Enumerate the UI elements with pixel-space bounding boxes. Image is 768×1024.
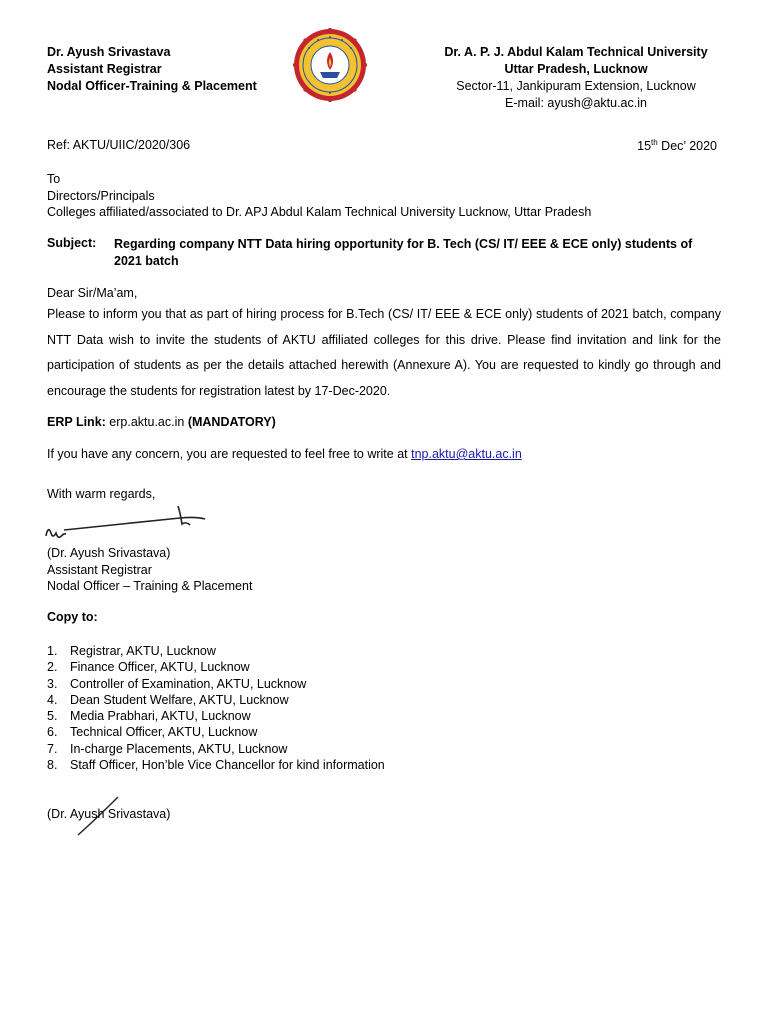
sender-name: Dr. Ayush Srivastava [47,45,171,59]
list-item-text: Staff Officer, Hon’ble Vice Chancellor for kind information [70,758,385,773]
subject-text: Regarding company NTT Data hiring opportunity for B. Tech (CS/ IT/ EEE & ECE only) students of 2021 batch [114,237,693,268]
list-item-number: 5. [47,709,58,724]
list-item-number: 6. [47,725,58,740]
contact-email-link[interactable]: tnp.aktu@aktu.ac.in [411,447,522,461]
erp-link-line [47,415,276,429]
concern-text: If you have any concern, you are requested to feel free to write at [47,447,412,461]
copy-to-heading: Copy to: [47,610,98,624]
erp-label: ERP Link: [47,415,106,429]
list-item [47,676,385,692]
erp-link[interactable]: erp.aktu.ac.in [109,415,185,429]
list-item [47,757,385,773]
subject-label: Subject: [47,236,97,250]
concern-line [47,447,522,461]
list-item-number: 4. [47,692,58,707]
list-item-number: 2. [47,660,58,675]
list-item [47,643,385,659]
date-suffix: th [651,138,658,147]
list-item [47,659,385,675]
recipient-block [47,171,591,221]
university-name: Dr. A. P. J. Abdul Kalam Technical University [444,45,708,59]
list-item [47,724,385,740]
body-paragraph: Please to inform you that as part of hiring process for B.Tech (CS/ IT/ EEE & ECE only) students of 2021 batch, company NTT Data wish to invite the students of AKTU affiliated colleges for this drive. Please find invitation and link for the participation of students as per the details attached herewith (Annexure A). You are requested to kindly go through and encourage the students for registration latest by 17-Dec-2020. [47,307,721,398]
date-day: 15 [637,139,652,154]
list-item [47,708,385,724]
list-item-text: Dean Student Welfare, AKTU, Lucknow [70,692,289,707]
date-rest: Dec’ 2020 [657,139,717,154]
list-item-number: 7. [47,741,58,756]
recipient-role: Directors/Principals [47,188,155,203]
sender-role: Nodal Officer-Training & Placement [47,79,257,93]
list-item-text: Controller of Examination, AKTU, Lucknow [70,676,307,691]
sender-block [47,44,257,95]
signatory-name: (Dr. Ayush Srivastava) [47,546,171,560]
list-item-text: Finance Officer, AKTU, Lucknow [70,660,250,675]
university-block [400,44,752,112]
signature-block [47,545,252,595]
recipient-colleges: Colleges affiliated/associated to Dr. APJ Abdul Kalam Technical University Lucknow, Uttar Pradesh [47,205,592,219]
list-item-text: In-charge Placements, AKTU, Lucknow [70,741,288,756]
university-logo [293,28,367,102]
reference-number: Ref: AKTU/UIIC/2020/306 [47,138,191,152]
recipient-to: To [47,172,61,186]
university-address: Sector-11, Jankipuram Extension, Lucknow [456,79,696,93]
university-state: Uttar Pradesh, Lucknow [504,62,648,76]
university-email: E-mail: ayush@aktu.ac.in [505,96,647,110]
closing: With warm regards, [47,487,156,501]
list-item [47,741,385,757]
list-item-number: 1. [47,644,58,658]
list-item-text: Technical Officer, AKTU, Lucknow [70,725,258,740]
final-signatory: (Dr. Ayush Srivastava) [47,807,171,821]
signature-image [40,500,210,545]
salutation: Dear Sir/Ma’am, [47,286,138,300]
signatory-title: Assistant Registrar [47,562,152,577]
signatory-role: Nodal Officer – Training & Placement [47,579,253,593]
letter-date [637,138,717,153]
list-item-text: Media Prabhari, AKTU, Lucknow [70,709,251,724]
list-item-number: 3. [47,676,58,691]
list-item-text: Registrar, AKTU, Lucknow [70,644,216,658]
sender-title: Assistant Registrar [47,62,162,76]
erp-note: (MANDATORY) [187,415,276,429]
list-item-number: 8. [47,758,58,773]
copy-to-list [47,643,385,773]
list-item [47,692,385,708]
